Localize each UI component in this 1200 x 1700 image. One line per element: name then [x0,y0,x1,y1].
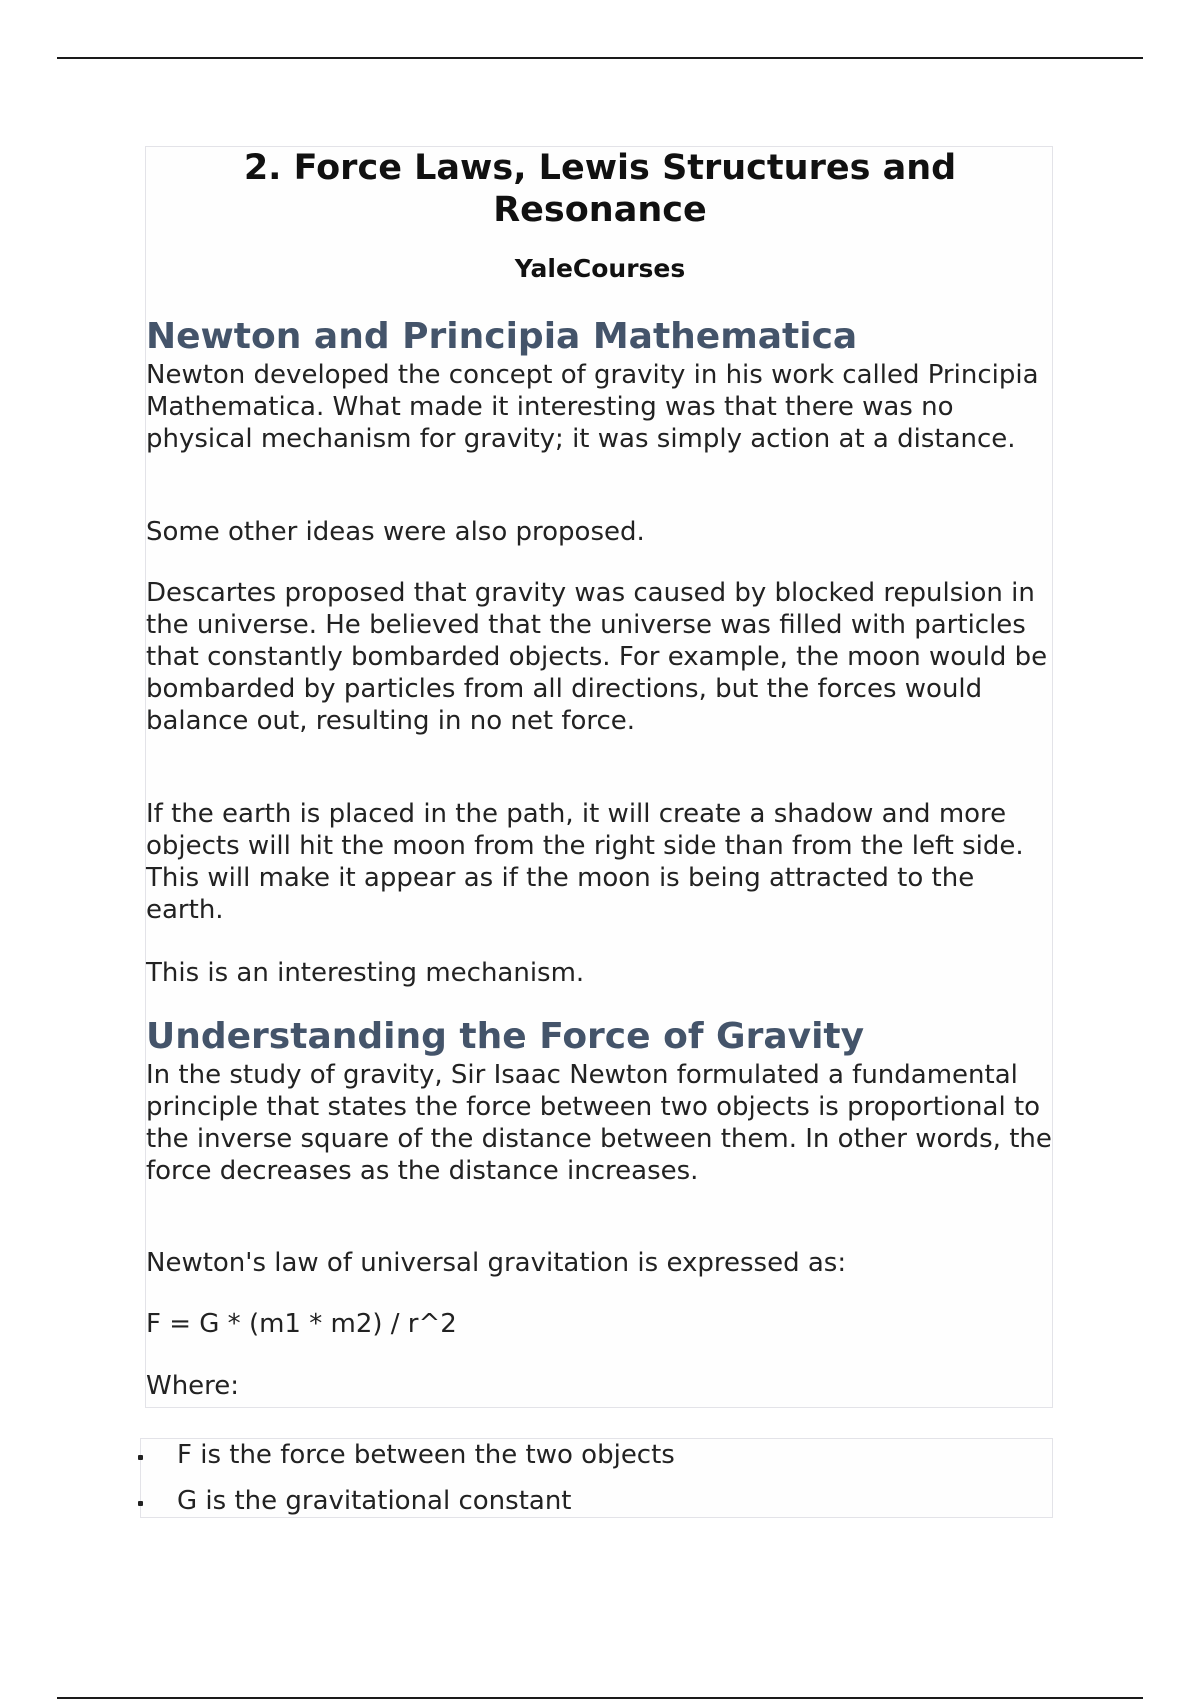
section-heading-newton: Newton and Principia Mathematica [146,316,858,357]
bullet-list [140,1438,1053,1518]
section-heading-gravity: Understanding the Force of Gravity [146,1016,865,1057]
paragraph: Newton's law of universal gravitation is expressed as: [146,1248,847,1278]
list-item-text: F is the force between the two objects [177,1440,675,1470]
list-item [141,1485,1054,1525]
paragraph: Descartes proposed that gravity was caused by blocked repulsion in the universe. He believed that the universe was filled with particles that constantly bombarded objects. For example, the moon would be bombarded by particles from all directions, but the forces would balance out, resulting in no net force. [146,578,1048,736]
document-content-box [145,146,1053,1408]
paragraph: Some other ideas were also proposed. [146,517,645,547]
formula: F = G * (m1 * m2) / r^2 [146,1309,457,1339]
paragraph: In the study of gravity, Sir Isaac Newton formulated a fundamental principle that states the force between two objects is proportional to the inverse square of the distance between them. In other words, the force decreases as the distance increases. [146,1060,1052,1186]
list-item [141,1439,1054,1479]
paragraph: Where: [146,1371,240,1401]
paragraph: If the earth is placed in the path, it will create a shadow and more objects will hit the moon from the right side than from the left side. This will make it appear as if the moon is being attracted to the earth. [146,799,1024,925]
list-item-text: G is the gravitational constant [177,1486,572,1516]
paragraph: Newton developed the concept of gravity in his work called Principia Mathematica. What made it interesting was that there was no physical mechanism for gravity; it was simply action at a distance. [146,360,1039,454]
top-rule [57,57,1143,59]
document-author: YaleCourses [514,254,686,283]
bottom-rule [57,1697,1143,1699]
bullet-icon [138,1501,143,1506]
document-title: 2. Force Laws, Lewis Structures and Resonance [243,148,957,230]
paragraph: This is an interesting mechanism. [146,958,585,988]
bullet-icon [138,1455,143,1460]
